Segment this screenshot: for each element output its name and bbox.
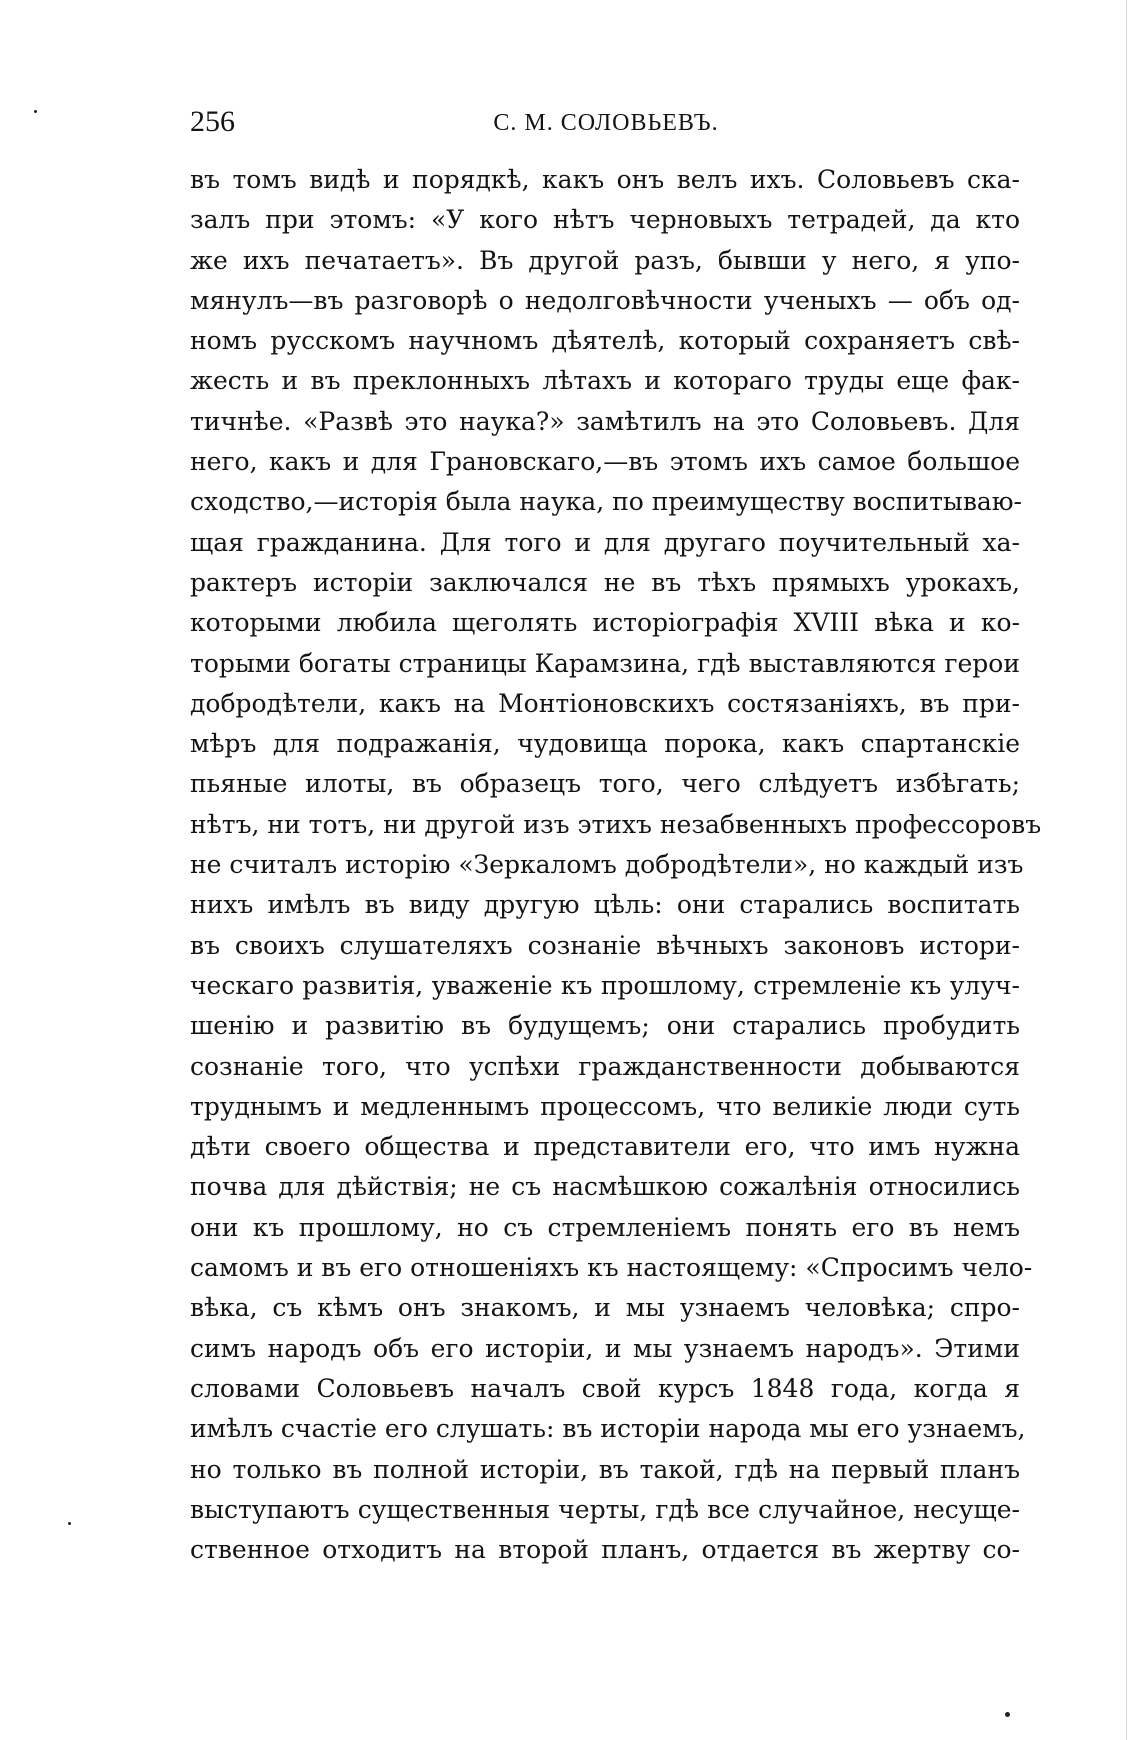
scan-speck: [68, 1522, 71, 1525]
text-line: вѣка, съ кѣмъ онъ знакомъ, и мы узнаемъ человѣка; спро-: [190, 1293, 1020, 1323]
text-line: въ томъ видѣ и порядкѣ, какъ онъ велъ ихъ. Соловьевъ ска-: [190, 165, 1020, 194]
text-line: словами Соловьевъ началъ свой курсъ 1848 года, когда я: [190, 1373, 1020, 1403]
text-line: почва для дѣйствія; не съ насмѣшкою сожалѣнія относились: [190, 1172, 1020, 1202]
text-line: пьяные илоты, въ образецъ того, чего слѣдуетъ избѣгать;: [190, 769, 1020, 799]
text-line: нѣтъ, ни тотъ, ни другой изъ этихъ незабвенныхъ профессоровъ: [190, 809, 1042, 839]
text-line: номъ русскомъ научномъ дѣятелѣ, который сохраняетъ свѣ-: [190, 326, 1020, 356]
text-line: выступаютъ существенныя черты, гдѣ все случайное, несуще-: [190, 1494, 1020, 1524]
text-line: мянулъ—въ разговорѣ о недолговѣчности ученыхъ — объ од-: [190, 285, 1020, 315]
text-line: сходство,—исторія была наука, по преимуществу воспитываю-: [190, 487, 1023, 517]
text-line: жесть и въ преклонныхъ лѣтахъ и котораго труды еще фак-: [190, 366, 1020, 396]
text-line: ственное отходитъ на второй планъ, отдается въ жертву со-: [190, 1535, 1020, 1565]
scan-edge-line: [1126, 0, 1127, 1740]
text-line: него, какъ и для Грановскаго,—въ этомъ ихъ самое большое: [190, 447, 1020, 477]
text-line: рактеръ исторіи заключался не въ тѣхъ прямыхъ урокахъ,: [190, 567, 1020, 597]
text-line: не считалъ исторію «Зеркаломъ добродѣтели», но каждый изъ: [190, 850, 1024, 880]
text-line: мѣръ для подражанія, чудовища порока, какъ спартанскіе: [190, 729, 1020, 759]
body-text: [190, 160, 1042, 1570]
text-line: нихъ имѣлъ въ виду другую цѣль: они старались воспитать: [190, 890, 1020, 920]
text-line: щая гражданина. Для того и для другаго поучительный ха-: [190, 527, 1020, 557]
text-line: труднымъ и медленнымъ процессомъ, что великіе люди суть: [190, 1091, 1020, 1121]
page-header: [190, 104, 1022, 140]
text-line: залъ при этомъ: «У кого нѣтъ черновыхъ тетрадей, да кто: [190, 205, 1020, 235]
text-line: торыми богаты страницы Карамзина, гдѣ выставляются герои: [190, 648, 1020, 678]
scan-speck: [1005, 1712, 1010, 1717]
text-line: дѣти своего общества и представители его, что имъ нужна: [190, 1132, 1020, 1162]
scan-speck: [34, 110, 37, 113]
text-line: имѣлъ счастіе его слушать: въ исторіи народа мы его узнаемъ,: [190, 1414, 1026, 1444]
text-line: но только въ полной исторіи, въ такой, гдѣ на первый планъ: [190, 1454, 1020, 1484]
text-line: тичнѣе. «Развѣ это наука?» замѣтилъ на это Соловьевъ. Для: [190, 406, 1020, 436]
text-line: въ своихъ слушателяхъ сознаніе вѣчныхъ законовъ истори-: [190, 930, 1020, 960]
page-number: 256: [190, 105, 235, 138]
text-line: они къ прошлому, но съ стремленіемъ понять его въ немъ: [190, 1212, 1020, 1242]
text-line: сознаніе того, что успѣхи гражданственности добываются: [190, 1051, 1020, 1081]
text-line: ческаго развитія, уваженіе къ прошлому, стремленіе къ улуч-: [190, 970, 1020, 1000]
running-head: С. М. СОЛОВЬЕВЪ.: [493, 110, 719, 136]
text-line: же ихъ печатаетъ». Въ другой разъ, бывши у него, я упо-: [190, 245, 1020, 275]
text-line: которыми любила щеголять исторіографія XVIII вѣка и ко-: [190, 608, 1020, 638]
text-line: симъ народъ объ его исторіи, и мы узнаемъ народъ». Этими: [190, 1333, 1020, 1363]
text-line: самомъ и въ его отношеніяхъ къ настоящему: «Спросимъ чело-: [190, 1253, 1033, 1283]
text-line: шенію и развитію въ будущемъ; они старались пробудить: [190, 1011, 1020, 1041]
text-line: добродѣтели, какъ на Монтіоновскихъ состязаніяхъ, въ при-: [190, 688, 1020, 718]
